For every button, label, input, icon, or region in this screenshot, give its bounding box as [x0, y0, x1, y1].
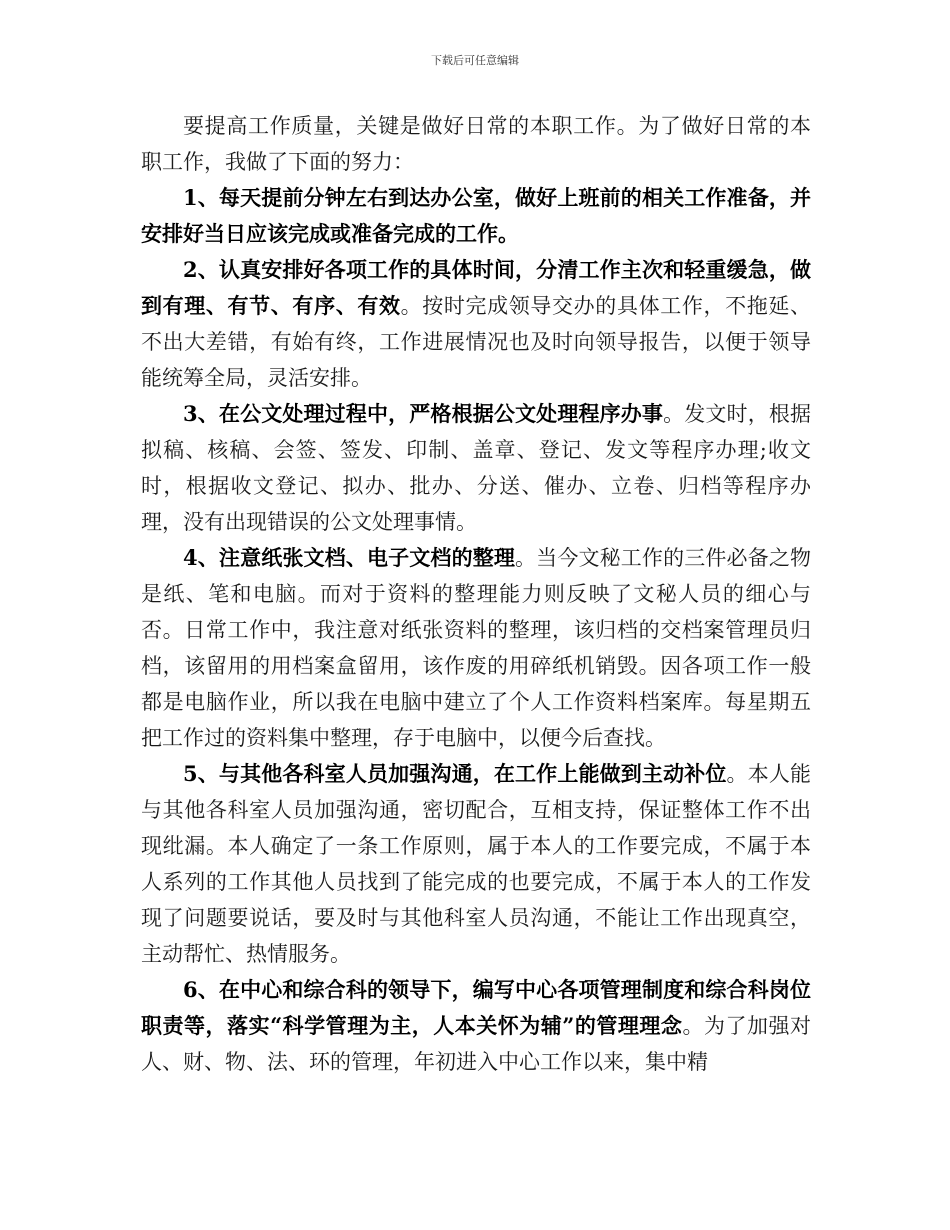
item-body: 。本人能与其他各科室人员加强沟通，密切配合，互相支持，保证整体工作不出现纰漏。本人确定了一条工作原则，属于本人的工作要完成，不属于本人系列的工作其他人员找到了能完成的也要完成，不属于本人的工作发现了问题要说话，要及时与其他科室人员沟通，不能让工作出现真空，主动帮忙、热情服务。: [141, 762, 811, 966]
item-heading: 2、认真安排好各项工作的具体时间，分清工作主次和轻重缓急，做到有理、有节、有序、有效: [141, 257, 811, 318]
item-body: 。发文时，根据拟稿、核稿、会签、签发、印制、盖章、登记、发文等程序办理;收文时，根据收文登记、拟办、批办、分送、催办、立卷、归档等程序办理，没有出现错误的公文处理事情。: [141, 402, 811, 534]
list-item: [141, 252, 811, 396]
item-body: 。当今文秘工作的三件必备之物是纸、笔和电脑。而对于资料的整理能力则反映了文秘人员的细心与否。日常工作中，我注意对纸张资料的整理，该归档的交档案管理员归档，该留用的用档案盒留用，该作废的用碎纸机销毁。因各项工作一般都是电脑作业，所以我在电脑中建立了个人工作资料档案库。每星期五把工作过的资料集中整理，存于电脑中，以便今后查找。: [141, 546, 811, 750]
intro-paragraph: 要提高工作质量，关键是做好日常的本职工作。为了做好日常的本职工作，我做了下面的努力：: [141, 114, 811, 174]
list-item: [141, 540, 811, 756]
item-body: 。为了加强对人、财、物、法、环的管理，年初进入中心工作以来，集中精: [141, 1014, 812, 1074]
item-body: 。按时完成领导交办的具体工作，不拖延、不出大差错，有始有终，工作进展情况也及时向领导报告，以便于领导能统筹全局，灵活安排。: [141, 294, 812, 390]
list-item: [141, 396, 811, 540]
item-heading: 4、注意纸张文档、电子文档的整理: [183, 545, 516, 570]
document-body: [141, 108, 811, 1080]
list-item: [141, 756, 811, 972]
item-heading: 6、在中心和综合科的领导下，编写中心各项管理制度和综合科岗位职责等，落实“科学管理为主，人本关怀为辅”的管理理念: [141, 977, 811, 1038]
item-heading: 1、每天提前分钟左右到达办公室，做好上班前的相关工作准备，并安排好当日应该完成或准备完成的工作。: [141, 185, 811, 246]
list-item: [141, 180, 811, 252]
item-heading: 3、在公文处理过程中，严格根据公文处理程序办事: [183, 401, 664, 426]
item-heading: 5、与其他各科室人员加强沟通，在工作上能做到主动补位: [183, 761, 727, 786]
list-item: [141, 972, 811, 1080]
page-header: 下载后可任意编辑: [431, 54, 519, 67]
